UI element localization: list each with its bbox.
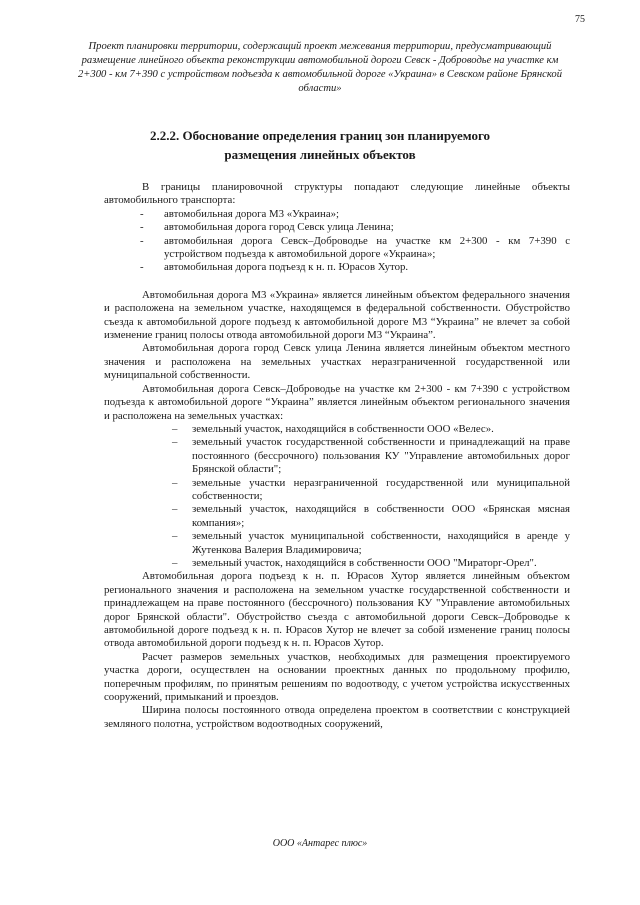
list-item: – земельный участок, находящийся в собственности ООО «Велес». — [104, 423, 570, 436]
paragraph-yurasov: Автомобильная дорога подъезд к н. п. Юрасов Хутор является линейным объектом регионального значения и расположена на земельном участке государственной собственности и принадлежащем на праве постоянного (бессрочного) пользования КУ "Управление автомобильных дорог Брянской области". Обустройство съезда с автомобильной дороги Севск–Доброводье к автомобильной дороге подъезд к н. п. Юрасов Хутор не влечет за собой изменение границ полосы отвода автомобильной дороги подъезд к н. п. Юрасов Хутор. — [104, 570, 570, 650]
document-body — [104, 181, 570, 731]
list-item: - автомобильная дорога Севск–Доброводье на участке км 2+300 - км 7+390 с устройством подъезда к автомобильной дороге «Украина»; — [104, 235, 570, 262]
intro-paragraph: В границы планировочной структуры попадают следующие линейные объекты автомобильного транспорта: — [104, 181, 570, 207]
list-item: - автомобильная дорога город Севск улица Ленина; — [104, 221, 570, 234]
paragraph-lenina: Автомобильная дорога город Севск улица Ленина является линейным объектом местного значения и расположена на земельных участках неразграниченной государственной или муниципальной собственности. — [104, 342, 570, 382]
document-header: Проект планировки территории, содержащий проект межевания территории, предусматривающий размещение линейного объекта реконструкции автомобильной дороги Севск - Доброводье на участке км 2+300 - км 7+390 с устройством подъезда к автомобильной дороге «Украина» в Севском районе Брянской области» — [77, 41, 563, 94]
paragraph-width: Ширина полосы постоянного отвода определена проектом в соответствии с конструкцией земляного полотна, устройством водоотводных сооружений, — [104, 704, 570, 730]
list-item: - автомобильная дорога М3 «Украина»; — [104, 208, 570, 221]
page-number: 75 — [575, 14, 585, 25]
linear-objects-list — [104, 208, 570, 275]
list-item: – земельный участок муниципальной собственности, находящийся в аренде у Жутенкова Валерия Владимировича; — [104, 530, 570, 557]
list-item: – земельный участок, находящийся в собственности ООО "Мираторг-Орел". — [104, 557, 570, 570]
list-item: – земельный участок государственной собственности и принадлежащий на праве постоянного (бессрочного) пользования КУ "Управление автомобильных дорог Брянской области"; — [104, 436, 570, 476]
list-item: – земельный участок, находящийся в собственности ООО «Брянская мясная компания»; — [104, 503, 570, 530]
list-item: - автомобильная дорога подъезд к н. п. Юрасов Хутор. — [104, 261, 570, 274]
list-item: – земельные участки неразграниченной государственной или муниципальной собственности; — [104, 477, 570, 504]
paragraph-calculation: Расчет размеров земельных участков, необходимых для размещения проектируемого участка дороги, осуществлен на основании проектных данных по продольному профилю, поперечным профилям, по принятым решениям по водоотводу, с учетом устройства искусственных сооружений, примыканий и проездов. — [104, 650, 570, 704]
land-parcels-list — [104, 423, 570, 570]
document-footer: ООО «Антарес плюс» — [272, 838, 368, 849]
paragraph-sevsk: Автомобильная дорога Севск–Доброводье на участке км 2+300 - км 7+390 с устройством подъезда к автомобильной дороге “Украина” является линейным объектом регионального значения и расположена на земельных участках: — [104, 382, 570, 422]
paragraph-m3: Автомобильная дорога М3 «Украина» является линейным объектом федерального значения и расположена на земельном участке, находящемся в федеральной собственности. Обустройство съезда к автомобильной дороге подъезд к автомобильной дороге М3 “Украина” не влечет за собой изменение границ полосы отвода автомобильной дороги М3 “Украина”. — [104, 288, 570, 342]
section-heading: 2.2.2. Обоснование определения границ зон планируемого размещения линейных объектов — [149, 128, 491, 162]
